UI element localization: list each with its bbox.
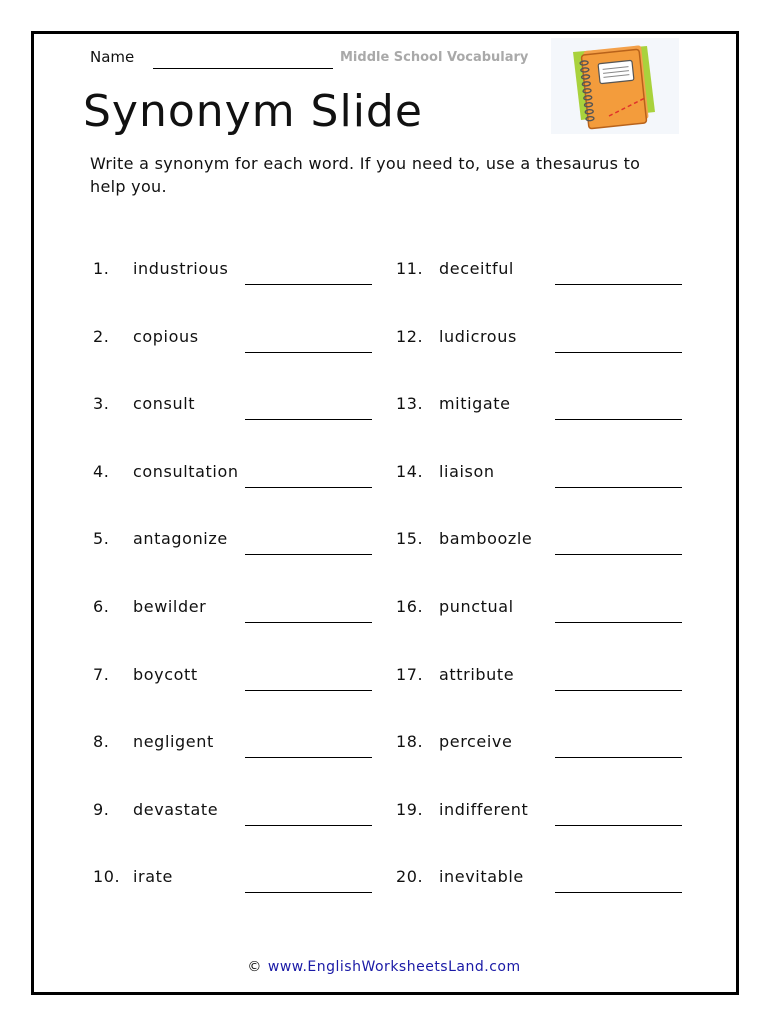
- vocabulary-word: negligent: [133, 732, 214, 751]
- vocabulary-word: antagonize: [133, 529, 228, 548]
- item-number: 20.: [396, 867, 424, 886]
- item-number: 13.: [396, 394, 424, 413]
- list-item: [396, 867, 696, 895]
- vocabulary-word: punctual: [439, 597, 514, 616]
- item-number: 14.: [396, 462, 424, 481]
- list-item: [93, 867, 393, 895]
- answer-blank[interactable]: [245, 622, 372, 623]
- answer-blank[interactable]: [555, 419, 682, 420]
- answer-blank[interactable]: [555, 757, 682, 758]
- list-item: [396, 259, 696, 287]
- vocabulary-word: copious: [133, 327, 199, 346]
- list-item: [396, 597, 696, 625]
- answer-blank[interactable]: [245, 487, 372, 488]
- answer-blank[interactable]: [555, 892, 682, 893]
- item-number: 4.: [93, 462, 110, 481]
- answer-blank[interactable]: [555, 622, 682, 623]
- name-field[interactable]: [153, 68, 333, 69]
- list-item: [93, 327, 393, 355]
- item-number: 18.: [396, 732, 424, 751]
- list-item: [93, 732, 393, 760]
- name-label: Name: [90, 48, 135, 66]
- copyright-symbol: ©: [247, 959, 262, 975]
- vocabulary-word: irate: [133, 867, 173, 886]
- answer-blank[interactable]: [245, 419, 372, 420]
- item-number: 7.: [93, 665, 110, 684]
- item-number: 17.: [396, 665, 424, 684]
- series-label: Middle School Vocabulary: [340, 50, 529, 65]
- vocabulary-word: industrious: [133, 259, 229, 278]
- vocabulary-word: deceitful: [439, 259, 514, 278]
- list-item: [396, 327, 696, 355]
- item-number: 2.: [93, 327, 110, 346]
- answer-blank[interactable]: [245, 757, 372, 758]
- item-number: 3.: [93, 394, 110, 413]
- list-item: [93, 597, 393, 625]
- answer-blank[interactable]: [245, 825, 372, 826]
- list-item: [396, 732, 696, 760]
- vocabulary-word: indifferent: [439, 800, 529, 819]
- page-title: Synonym Slide: [83, 86, 423, 137]
- vocabulary-word: bewilder: [133, 597, 207, 616]
- list-item: [93, 800, 393, 828]
- answer-blank[interactable]: [245, 892, 372, 893]
- vocabulary-word: liaison: [439, 462, 495, 481]
- item-number: 8.: [93, 732, 110, 751]
- answer-blank[interactable]: [245, 352, 372, 353]
- list-item: [396, 462, 696, 490]
- vocabulary-word: bamboozle: [439, 529, 533, 548]
- answer-blank[interactable]: [555, 352, 682, 353]
- list-item: [93, 259, 393, 287]
- list-item: [93, 529, 393, 557]
- notebook-icon: [551, 38, 679, 134]
- vocabulary-word: boycott: [133, 665, 198, 684]
- answer-blank[interactable]: [245, 284, 372, 285]
- answer-blank[interactable]: [245, 554, 372, 555]
- item-number: 19.: [396, 800, 424, 819]
- vocabulary-word: consultation: [133, 462, 239, 481]
- answer-blank[interactable]: [555, 825, 682, 826]
- list-item: [93, 665, 393, 693]
- vocabulary-word: inevitable: [439, 867, 524, 886]
- vocabulary-word: consult: [133, 394, 196, 413]
- list-item: [396, 394, 696, 422]
- item-number: 6.: [93, 597, 110, 616]
- item-number: 12.: [396, 327, 424, 346]
- item-number: 1.: [93, 259, 110, 278]
- item-number: 9.: [93, 800, 110, 819]
- vocabulary-word: perceive: [439, 732, 513, 751]
- instructions: Write a synonym for each word. If you need to, use a thesaurus to help you.: [90, 154, 641, 196]
- list-item: [93, 394, 393, 422]
- footer: [0, 959, 768, 975]
- vocabulary-word: devastate: [133, 800, 219, 819]
- item-number: 16.: [396, 597, 424, 616]
- list-item: [396, 800, 696, 828]
- vocabulary-word: attribute: [439, 665, 515, 684]
- answer-blank[interactable]: [555, 554, 682, 555]
- answer-blank[interactable]: [555, 690, 682, 691]
- item-number: 5.: [93, 529, 110, 548]
- list-item: [396, 529, 696, 557]
- answer-blank[interactable]: [555, 487, 682, 488]
- vocabulary-word: mitigate: [439, 394, 511, 413]
- answer-blank[interactable]: [245, 690, 372, 691]
- vocabulary-word: ludicrous: [439, 327, 517, 346]
- item-number: 11.: [396, 259, 424, 278]
- item-number: 10.: [93, 867, 121, 886]
- list-item: [93, 462, 393, 490]
- item-number: 15.: [396, 529, 424, 548]
- answer-blank[interactable]: [555, 284, 682, 285]
- list-item: [396, 665, 696, 693]
- website-link[interactable]: www.EnglishWorksheetsLand.com: [267, 959, 521, 975]
